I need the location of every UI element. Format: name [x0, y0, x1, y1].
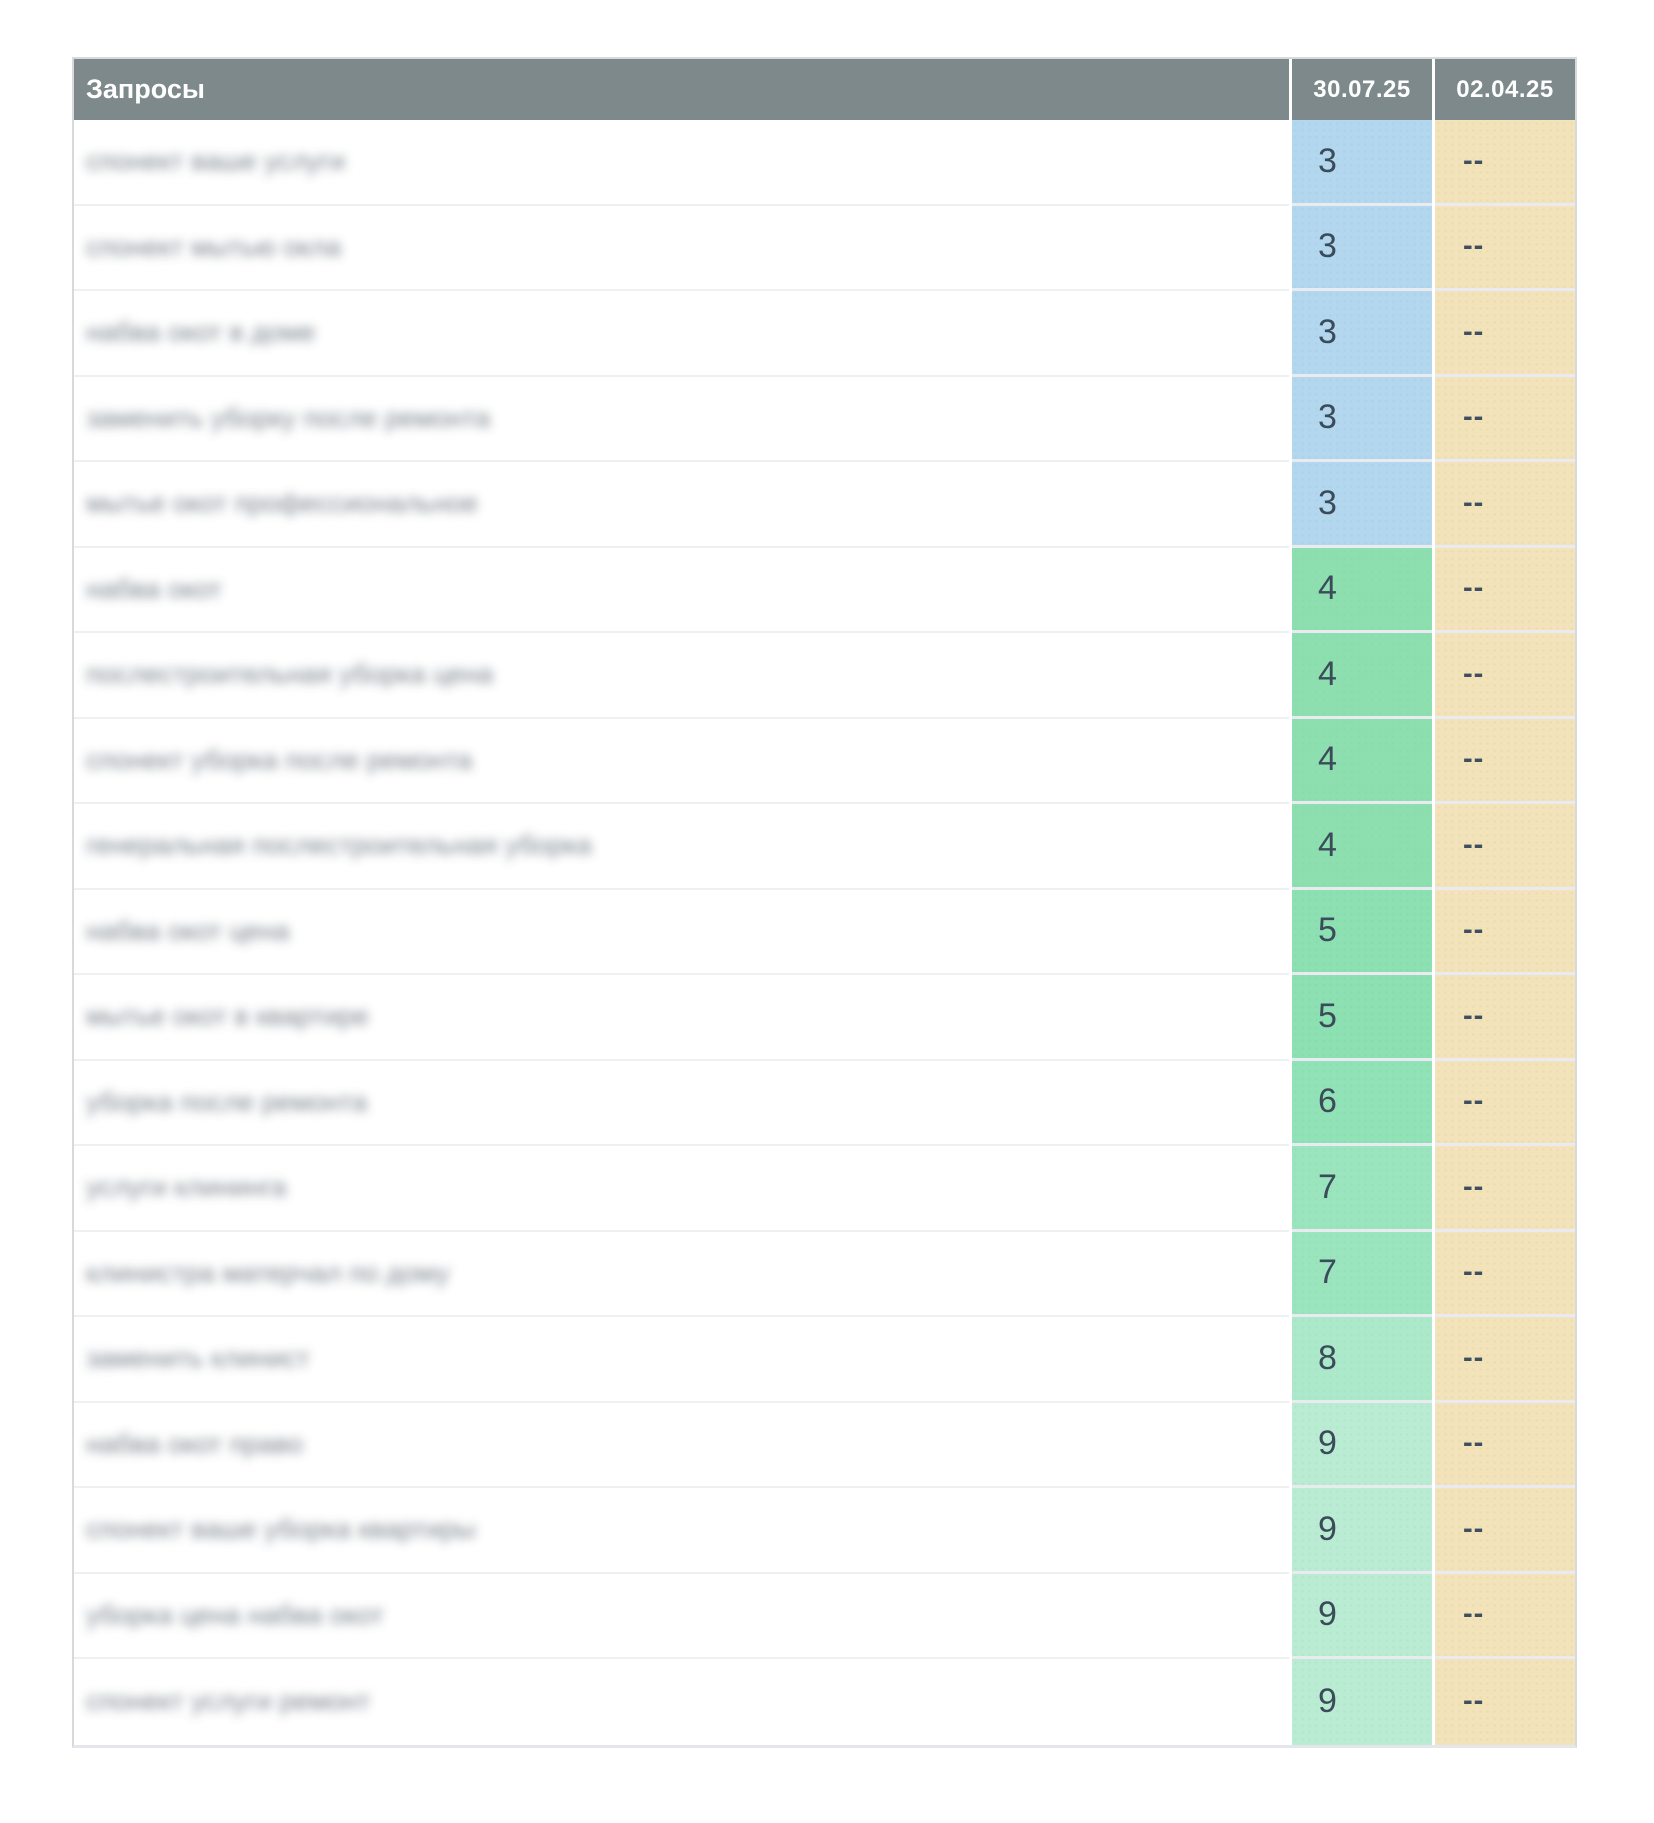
column-header-date-current: 30.07.25 [1292, 59, 1432, 120]
previous-rank-cell: -- [1435, 719, 1575, 805]
table-row [74, 633, 1575, 719]
rank-cell: 9 [1292, 1488, 1432, 1574]
table-row [74, 206, 1575, 292]
rank-cell: 4 [1292, 633, 1432, 719]
query-text-redacted: спонект ваше уборка квартиры [86, 1514, 476, 1545]
rank-cell: 5 [1292, 975, 1432, 1061]
query-text-redacted: спонект ваше услуги [86, 146, 346, 177]
previous-rank-cell: -- [1435, 120, 1575, 206]
table-row [74, 1574, 1575, 1660]
query-cell [74, 1317, 1289, 1403]
table-row [74, 1403, 1575, 1489]
previous-rank-cell: -- [1435, 804, 1575, 890]
query-cell [74, 1146, 1289, 1232]
rank-cell: 3 [1292, 377, 1432, 463]
query-cell [74, 719, 1289, 805]
query-cell [74, 120, 1289, 206]
query-cell [74, 1574, 1289, 1660]
column-header-queries: Запросы [74, 59, 1289, 120]
query-text-redacted: уборка цена набва окот [86, 1599, 384, 1630]
column-header-date-previous: 02.04.25 [1435, 59, 1575, 120]
rank-cell: 6 [1292, 1061, 1432, 1147]
query-cell [74, 462, 1289, 548]
query-text-redacted: спонект услуги ремонт [86, 1686, 371, 1717]
previous-rank-cell: -- [1435, 975, 1575, 1061]
rank-cell: 9 [1292, 1403, 1432, 1489]
previous-rank-cell: -- [1435, 1317, 1575, 1403]
previous-rank-cell: -- [1435, 1659, 1575, 1745]
table-row [74, 719, 1575, 805]
previous-rank-cell: -- [1435, 1146, 1575, 1232]
rank-cell: 4 [1292, 804, 1432, 890]
rank-cell: 3 [1292, 206, 1432, 292]
rank-cell: 9 [1292, 1574, 1432, 1660]
previous-rank-cell: -- [1435, 377, 1575, 463]
table-row [74, 804, 1575, 890]
rank-table [72, 57, 1577, 1748]
previous-rank-cell: -- [1435, 1232, 1575, 1318]
rank-cell: 5 [1292, 890, 1432, 976]
query-text-redacted: заменить клинист [86, 1343, 310, 1374]
rank-cell: 3 [1292, 291, 1432, 377]
table-row [74, 120, 1575, 206]
table-row [74, 1061, 1575, 1147]
query-text-redacted: мытье окот в квартире [86, 1001, 369, 1032]
query-cell [74, 1232, 1289, 1318]
table-row [74, 1659, 1575, 1745]
rank-cell: 4 [1292, 719, 1432, 805]
query-cell [74, 1488, 1289, 1574]
previous-rank-cell: -- [1435, 291, 1575, 377]
rank-cell: 3 [1292, 462, 1432, 548]
query-cell [74, 1403, 1289, 1489]
query-text-redacted: послестроительная уборка цена [86, 659, 494, 690]
rank-cell: 4 [1292, 548, 1432, 634]
query-cell [74, 975, 1289, 1061]
query-text-redacted: генеральная послестроительная уборка [86, 830, 592, 861]
query-text-redacted: услуги клининга [86, 1172, 287, 1203]
query-cell [74, 890, 1289, 976]
query-cell [74, 548, 1289, 634]
previous-rank-cell: -- [1435, 1061, 1575, 1147]
query-cell [74, 804, 1289, 890]
query-text-redacted: набва окот право [86, 1428, 304, 1459]
table-row [74, 1317, 1575, 1403]
table-row [74, 377, 1575, 463]
previous-rank-cell: -- [1435, 890, 1575, 976]
previous-rank-cell: -- [1435, 1403, 1575, 1489]
previous-rank-cell: -- [1435, 548, 1575, 634]
rank-cell: 9 [1292, 1659, 1432, 1745]
query-text-redacted: набва окот в доме [86, 317, 316, 348]
table-row [74, 462, 1575, 548]
query-text-redacted: заменить уборку после ремонта [86, 402, 491, 433]
query-text-redacted: спонект уборка после ремонта [86, 744, 473, 775]
table-row [74, 1232, 1575, 1318]
query-cell [74, 1061, 1289, 1147]
previous-rank-cell: -- [1435, 633, 1575, 719]
previous-rank-cell: -- [1435, 1574, 1575, 1660]
query-text-redacted: уборка после ремонта [86, 1086, 368, 1117]
query-cell [74, 633, 1289, 719]
query-text-redacted: клинистра матерчал по дому [86, 1257, 450, 1288]
table-body [74, 120, 1575, 1745]
previous-rank-cell: -- [1435, 206, 1575, 292]
query-cell [74, 291, 1289, 377]
query-text-redacted: набва окот цена [86, 915, 290, 946]
query-text-redacted: спонект мытью окла [86, 231, 342, 262]
previous-rank-cell: -- [1435, 462, 1575, 548]
previous-rank-cell: -- [1435, 1488, 1575, 1574]
query-text-redacted: набва окот [86, 573, 222, 604]
query-text-redacted: мытье окот профессиональное [86, 488, 479, 519]
query-cell [74, 206, 1289, 292]
table-row [74, 975, 1575, 1061]
rank-cell: 7 [1292, 1232, 1432, 1318]
query-cell [74, 377, 1289, 463]
table-row [74, 890, 1575, 976]
table-row [74, 548, 1575, 634]
table-row [74, 291, 1575, 377]
rank-cell: 7 [1292, 1146, 1432, 1232]
table-header-row [74, 59, 1575, 120]
rank-cell: 8 [1292, 1317, 1432, 1403]
table-row [74, 1146, 1575, 1232]
table-row [74, 1488, 1575, 1574]
query-cell [74, 1659, 1289, 1745]
rank-cell: 3 [1292, 120, 1432, 206]
